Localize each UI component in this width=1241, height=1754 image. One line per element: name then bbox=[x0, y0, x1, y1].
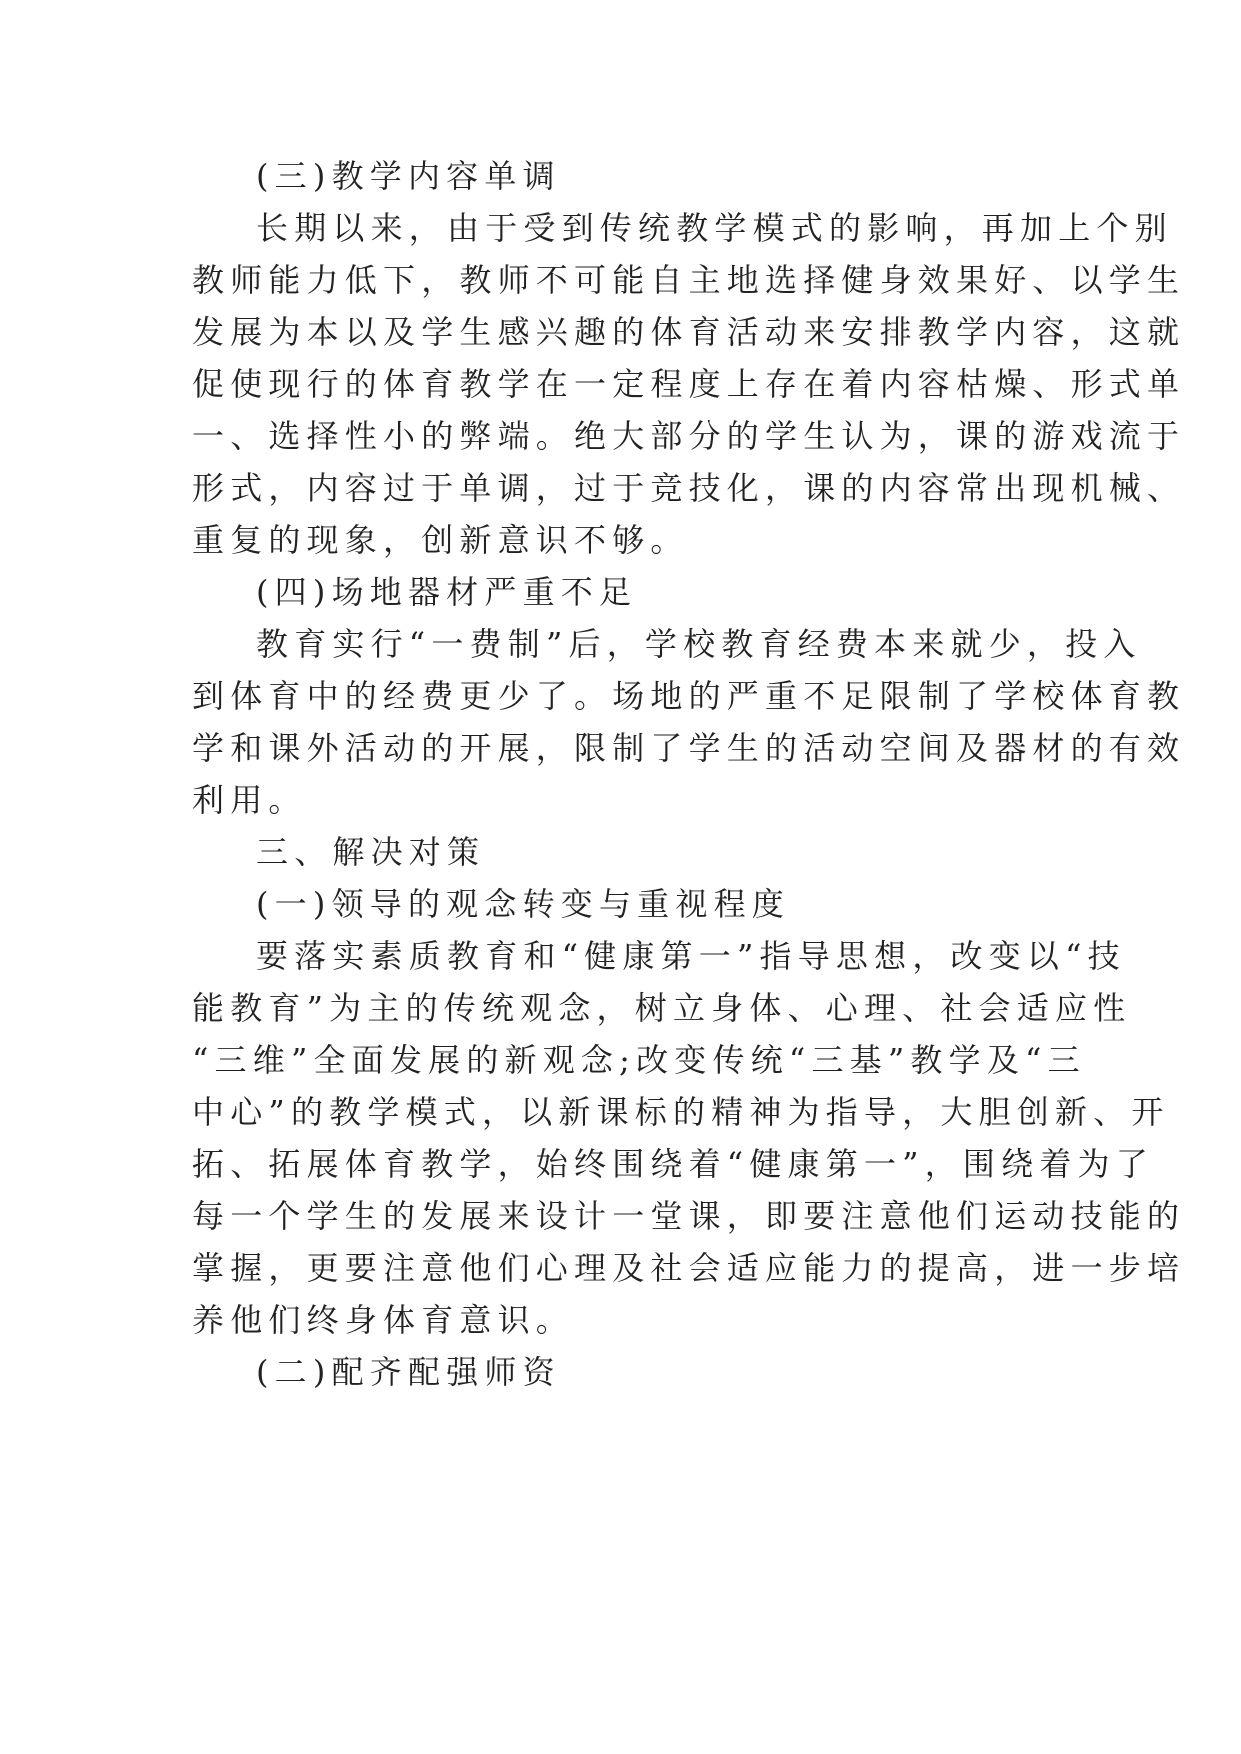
paragraph-line: 长期以来，由于受到传统教学模式的影响，再加上个别 bbox=[256, 209, 1173, 247]
paragraph-line: 养他们终身体育意识。 bbox=[192, 1301, 575, 1339]
paragraph-line: 促使现行的体育教学在一定程度上存在着内容枯燥、形式单 bbox=[192, 365, 1186, 403]
section-heading-solutions: 三、解决对策 bbox=[256, 833, 486, 871]
paragraph-line: 学和课外活动的开展，限制了学生的活动空间及器材的有效 bbox=[192, 729, 1186, 767]
paragraph-line: 发展为本以及学生感兴趣的体育活动来安排教学内容，这就 bbox=[192, 313, 1186, 351]
paragraph-line: 到体育中的经费更少了。场地的严重不足限制了学校体育教 bbox=[192, 677, 1186, 715]
paragraph-line: 中心”的教学模式，以新课标的精神为指导，大胆创新、开 bbox=[192, 1093, 1170, 1131]
paragraph-line: 重复的现象，创新意识不够。 bbox=[192, 521, 689, 559]
paragraph-line: 掌握，更要注意他们心理及社会适应能力的提高，进一步培 bbox=[192, 1249, 1186, 1287]
paragraph-line: “三维”全面发展的新观念;改变传统“三基”教学及“三 bbox=[192, 1041, 1086, 1079]
paragraph-line: 一、选择性小的弊端。绝大部分的学生认为，课的游戏流于 bbox=[192, 417, 1186, 455]
section-heading-teaching-content: (三)教学内容单调 bbox=[256, 157, 561, 195]
paragraph-line: 能教育”为主的传统观念，树立身体、心理、社会适应性 bbox=[192, 989, 1132, 1027]
paragraph-line: 形式，内容过于单调，过于竞技化，课的内容常出现机械、 bbox=[192, 469, 1186, 507]
paragraph-line: 要落实素质教育和“健康第一”指导思想，改变以“技 bbox=[256, 937, 1126, 975]
paragraph-line: 每一个学生的发展来设计一堂课，即要注意他们运动技能的 bbox=[192, 1197, 1186, 1235]
section-heading-facilities: (四)场地器材严重不足 bbox=[256, 573, 638, 611]
section-heading-leadership: (一)领导的观念转变与重视程度 bbox=[256, 885, 790, 923]
paragraph-line: 利用。 bbox=[192, 781, 307, 819]
section-heading-teachers: (二)配齐配强师资 bbox=[256, 1353, 561, 1391]
paragraph-line: 拓、拓展体育教学，始终围绕着“健康第一”，围绕着为了 bbox=[192, 1145, 1154, 1183]
paragraph-line: 教育实行“一费制”后，学校教育经费本来就少，投入 bbox=[256, 625, 1142, 663]
paragraph-line: 教师能力低下，教师不可能自主地选择健身效果好、以学生 bbox=[192, 261, 1186, 299]
